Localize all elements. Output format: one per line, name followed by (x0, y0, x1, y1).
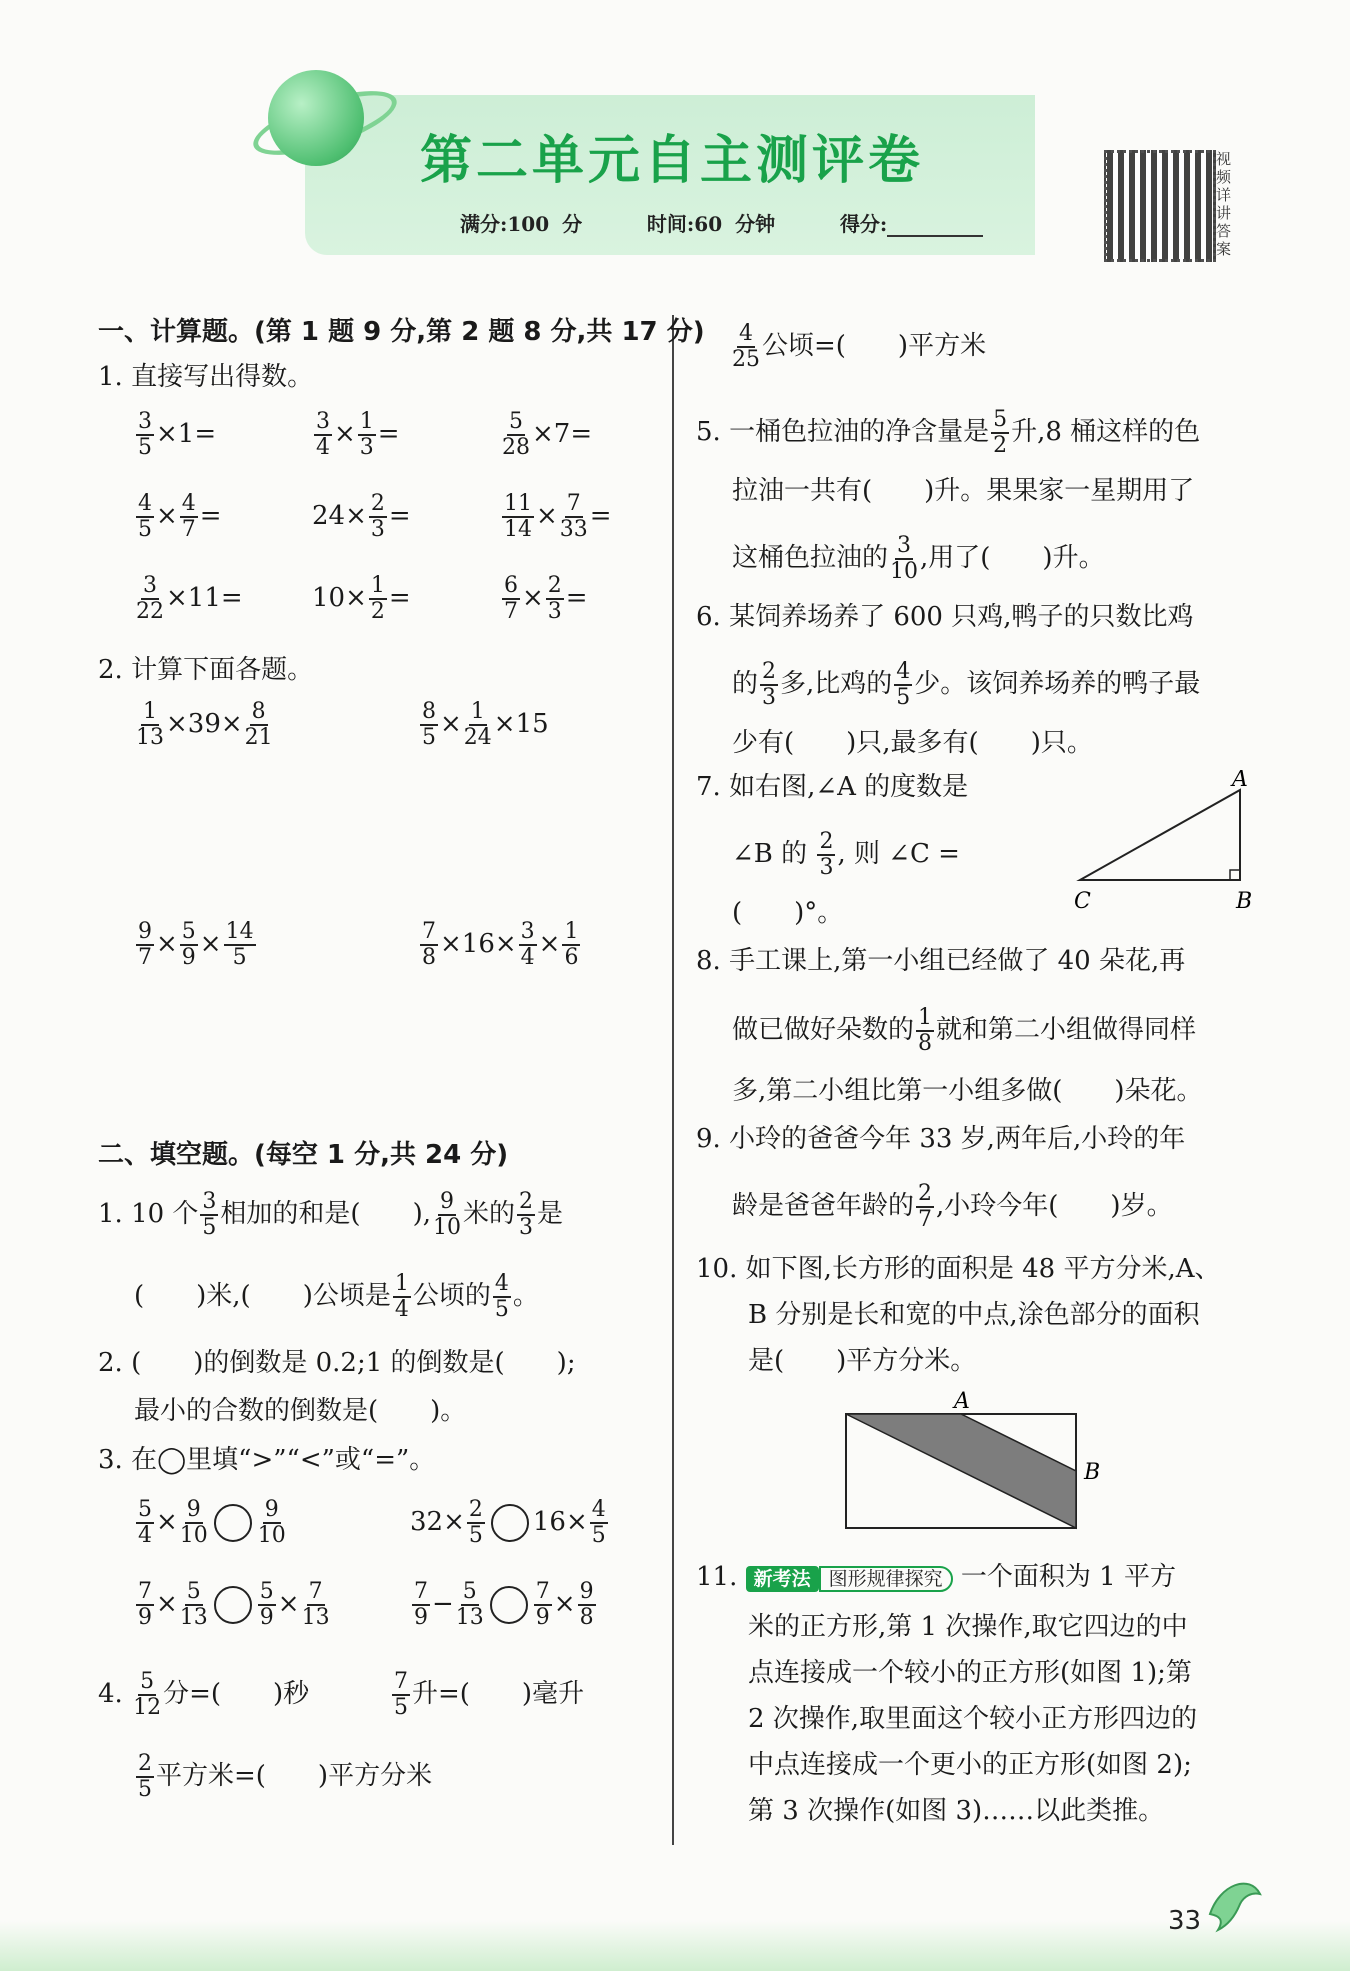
fill-4-line-2: $\frac{2}{5}$ 平方米=( )平方分米 (138, 1751, 433, 1802)
new-method-tag: 新考法 (746, 1566, 819, 1592)
compare-2: 32× $\frac{2}{5}$ 16× $\frac{4}{5}$ (410, 1497, 606, 1548)
q2-title: 2. 计算下面各题。 (98, 655, 314, 685)
fill-2-line-1: 2. ( )的倒数是 0.2;1 的倒数是( ); (98, 1348, 576, 1378)
page-title: 第二单元自主测评卷 (420, 131, 925, 191)
triangle (1080, 790, 1240, 880)
q5-line-3: 这桶色拉油的 $\frac{3}{10}$ ,用了( )升。 (732, 533, 1105, 584)
vertex-c-label: C (1074, 889, 1091, 914)
q11-line-5: 中点连接成一个更小的正方形(如图 2); (748, 1750, 1192, 1780)
q9-line-2: 龄是爸爸年龄的 $\frac{2}{7}$ ,小玲今年( )岁。 (732, 1181, 1173, 1232)
vertex-b-label: B (1236, 889, 1253, 914)
calc-1-2: $\frac{3}{4}$ × $\frac{1}{3}$ = (316, 409, 400, 460)
q8-line-1: 8. 手工课上,第一小组已经做了 40 朵花,再 (696, 946, 1186, 976)
q7-line-1: 7. 如右图,∠A 的度数是 (696, 772, 969, 802)
qr-label: 视频详讲答案 (1216, 150, 1232, 258)
q7-line-2: ∠B 的 $\frac{2}{3}$ , 则 ∠C = (732, 829, 960, 880)
compare-circle[interactable] (214, 1586, 252, 1624)
qr-code-icon[interactable] (1104, 150, 1216, 262)
dolphin-icon (1200, 1864, 1270, 1944)
calc-1-1: $\frac{3}{5}$ ×1= (138, 409, 217, 460)
topic-tag: 图形规律探究 (819, 1566, 953, 1592)
calc-1-6: $\frac{11}{14}$ × $\frac{7}{33}$ = (504, 491, 612, 542)
calc-1-7: $\frac{3}{22}$ ×11= (136, 573, 243, 624)
footer-band (0, 1920, 1350, 1971)
calc-1-3: $\frac{5}{28}$ ×7= (502, 409, 593, 460)
q11-line-6: 第 3 次操作(如图 3)……以此类推。 (748, 1796, 1165, 1826)
column-divider (672, 315, 674, 1845)
q11-line-1: 11. 新考法 图形规律探究 一个面积为 1 平方 (696, 1562, 1176, 1592)
q7-line-3: ( )°。 (732, 898, 844, 928)
compare-3: $\frac{7}{9}$ × $\frac{5}{13}$ $\frac{5}{9}$ × $\frac{7}{13}$ (138, 1579, 330, 1630)
compare-4: $\frac{7}{9}$ − $\frac{5}{13}$ $\frac{7}{9}$ × $\frac{9}{8}$ (414, 1579, 594, 1630)
q6-line-2: 的 $\frac{2}{3}$ 多,比鸡的 $\frac{4}{5}$ 少。该饲养场养的鸭子最 (732, 659, 1201, 710)
fill-2-line-2: 最小的合数的倒数是( )。 (134, 1396, 467, 1426)
calc-1-5: 24× $\frac{2}{3}$ = (312, 491, 411, 542)
compare-circle[interactable] (490, 1586, 528, 1624)
compare-circle[interactable] (491, 1504, 529, 1542)
full-score: 满分:100 分 (460, 212, 583, 236)
score-blank (887, 215, 983, 237)
compare-circle[interactable] (214, 1504, 252, 1542)
calc-2-4: $\frac{7}{8}$ ×16× $\frac{3}{4}$ × $\frac{1}{6}$ (422, 919, 579, 970)
vertex-a-label: A (1232, 770, 1248, 792)
q10-line-1: 10. 如下图,长方形的面积是 48 平方分米,A、 (696, 1254, 1221, 1284)
q10-line-3: 是( )平方分米。 (748, 1346, 977, 1376)
q6-line-3: 少有( )只,最多有( )只。 (732, 728, 1093, 758)
q1-title: 1. 直接写出得数。 (98, 362, 314, 392)
q9-line-1: 9. 小玲的爸爸今年 33 岁,两年后,小玲的年 (696, 1124, 1186, 1154)
fill-1-line-1: 1. 10 个 $\frac{3}{5}$ 相加的和是( ), $\frac{9}{10}$ 米的 $\frac{2}{3}$ 是 (98, 1189, 564, 1240)
fill-4-line-3: $\frac{4}{25}$ 公顷=( )平方米 (732, 321, 987, 372)
time-limit: 时间:60 分钟 (646, 212, 776, 236)
q10-line-2: B 分别是长和宽的中点,涂色部分的面积 (748, 1300, 1200, 1330)
right-triangle-figure (1060, 770, 1260, 920)
q8-line-2: 做已做好朵数的 $\frac{1}{8}$ 就和第二小组做得同样 (732, 1005, 1197, 1056)
q11-line-3: 点连接成一个较小的正方形(如图 1);第 (748, 1658, 1192, 1688)
calc-2-2: $\frac{8}{5}$ × $\frac{1}{24}$ ×15 (422, 699, 549, 750)
q5-line-1: 5. 一桶色拉油的净含量是 $\frac{5}{2}$ 升,8 桶这样的色 (696, 407, 1201, 458)
calc-1-9: $\frac{6}{7}$ × $\frac{2}{3}$ = (504, 573, 588, 624)
section-1-title: 一、计算题。(第 1 题 9 分,第 2 题 8 分,共 17 分) (98, 317, 705, 347)
score-label: 得分: (839, 212, 888, 236)
right-angle-mark (1230, 870, 1240, 880)
q11-line-2: 米的正方形,第 1 次操作,取它四边的中 (748, 1612, 1188, 1642)
q11-line-4: 2 次操作,取里面这个较小正方形四边的 (748, 1704, 1198, 1734)
q5-line-2: 拉油一共有( )升。果果家一星期用了 (732, 476, 1195, 506)
calc-1-8: 10× $\frac{1}{2}$ = (312, 573, 411, 624)
calc-2-1: $\frac{1}{13}$ ×39× $\frac{8}{21}$ (136, 699, 273, 750)
page-number: 33 (1168, 1906, 1202, 1936)
calc-1-4: $\frac{4}{5}$ × $\frac{4}{7}$ = (138, 491, 222, 542)
midpoint-b-label: B (1084, 1460, 1101, 1485)
compare-1: $\frac{5}{4}$ × $\frac{9}{10}$ $\frac{9}{10}$ (138, 1497, 286, 1548)
fill-3-title: 3. 在◯里填“>”“<”或“=”。 (98, 1445, 436, 1475)
planet-icon (268, 70, 364, 166)
section-2-title: 二、填空题。(每空 1 分,共 24 分) (98, 1140, 509, 1170)
rectangle-figure (830, 1390, 1130, 1540)
q6-line-1: 6. 某饲养场养了 600 只鸡,鸭子的只数比鸡 (696, 602, 1194, 632)
fill-4-line-1b: $\frac{7}{5}$ 升=( )毫升 (394, 1669, 585, 1720)
q8-line-3: 多,第二小组比第一小组多做( )朵花。 (732, 1076, 1203, 1106)
fill-4-line-1: 4. $\frac{5}{12}$ 分=( )秒 (98, 1669, 310, 1720)
fill-1-line-2: ( )米,( )公顷是 $\frac{1}{4}$ 公顷的 $\frac{4}{5}$ 。 (134, 1271, 539, 1322)
exam-meta (460, 208, 983, 237)
midpoint-a-label: A (954, 1390, 970, 1414)
shaded-region (846, 1414, 1076, 1528)
calc-2-3: $\frac{9}{7}$ × $\frac{5}{9}$ × $\frac{14}{5}$ (138, 919, 254, 970)
